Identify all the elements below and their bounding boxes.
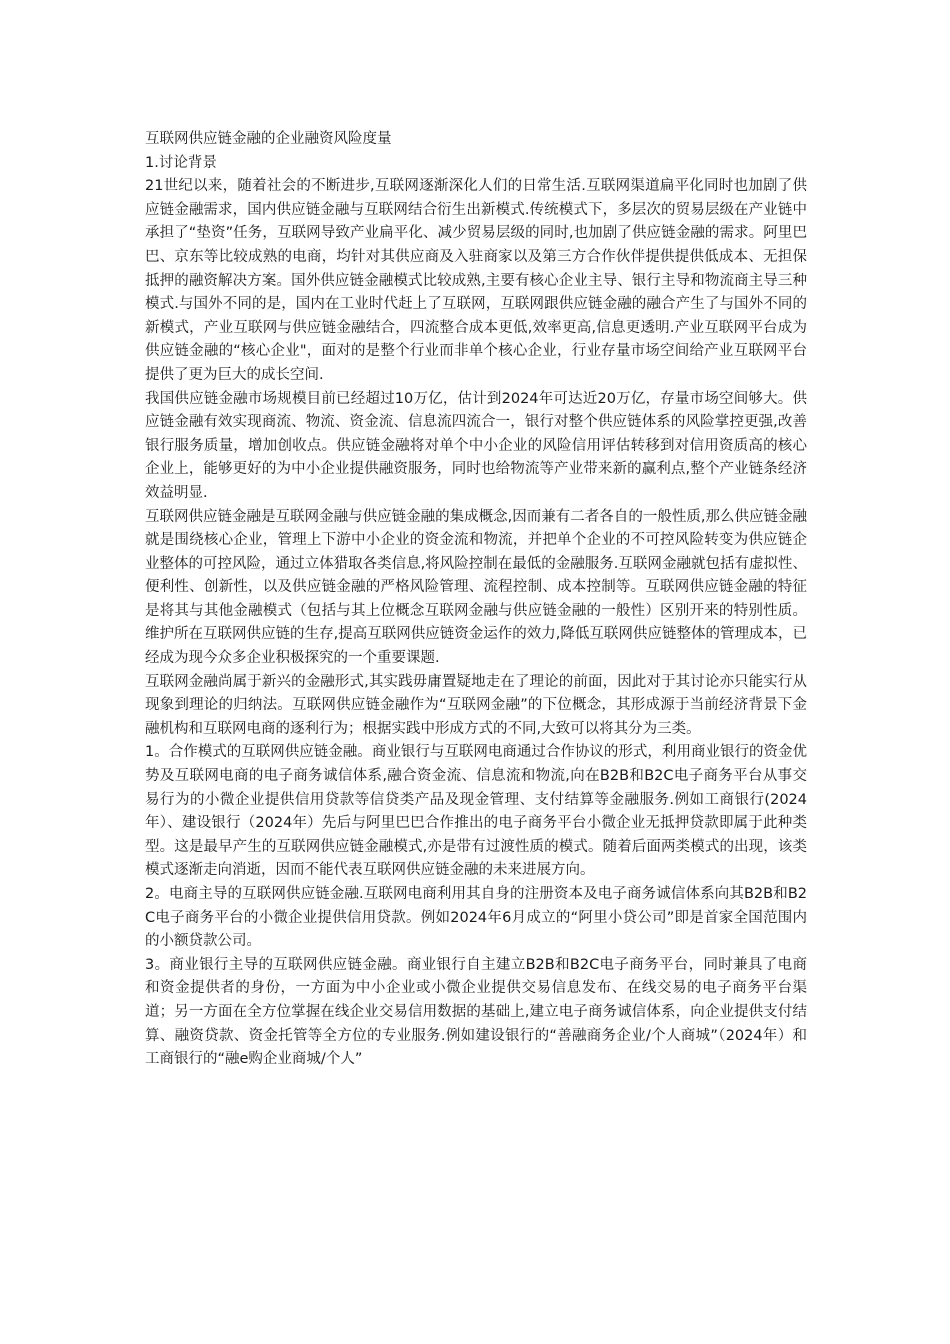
paragraph-7: 3。商业银行主导的互联网供应链金融。商业银行自主建立B2B和B2C电子商务平台，同时兼具了电商和资金提供者的身份，一方面为中小企业或小微企业提供交易信息发布、在线交易的电子商务平台渠道；另一方面在全方位掌握在线企业交易信用数据的基础上,建立电子商务诚信体系，向企业提供支付结算、融资贷款、资金托管等全方位的专业服务.例如建设银行的“善融商务企业/个人商城”（2024年）和工商银行的“融e购企业商城/个人” (145, 956, 807, 1068)
section-heading: 1.讨论背景 (145, 154, 217, 171)
paragraph-2: 我国供应链金融市场规模目前已经超过10万亿，估计到2024年可达近20万亿，存量市场空间够大。供应链金融有效实现商流、物流、资金流、信息流四流合一，银行对整个供应链体系的风险掌控更强,改善银行服务质量，增加创收点。供应链金融将对单个中小企业的风险信用评估转移到对信用资质高的核心企业上，能够更好的为中小企业提供融资服务，同时也给物流等产业带来新的赢利点,整个产业链条经济效益明显. (145, 390, 807, 501)
paragraph-6: 2。电商主导的互联网供应链金融.互联网电商利用其自身的注册资本及电子商务诚信体系向其B2B和B2C电子商务平台的小微企业提供信用贷款。例如2024年6月成立的“阿里小贷公司”即是首家全国范围内的小额贷款公司。 (145, 886, 807, 950)
paragraph-4: 互联网金融尚属于新兴的金融形式,其实践毋庸置疑地走在了理论的前面，因此对于其讨论亦只能实行从现象到理论的归纳法。互联网供应链金融作为“互联网金融”的下位概念，其形成源于当前经济背景下金融机构和互联网电商的逐利行为；根据实践中形成方式的不同,大致可以将其分为三类。 (145, 673, 807, 737)
document-title: 互联网供应链金融的企业融资风险度量 (145, 131, 392, 147)
document-page (145, 128, 807, 1072)
paragraph-3: 互联网供应链金融是互联网金融与供应链金融的集成概念,因而兼有二者各自的一般性质,那么供应链金融就是围绕核心企业，管理上下游中小企业的资金流和物流，并把单个企业的不可控风险转变为供应链企业整体的可控风险，通过立体猎取各类信息,将风险控制在最低的金融服务.互联网金融就包括有虚拟性、便利性、创新性，以及供应链金融的严格风险管理、流程控制、成本控制等。互联网供应链金融的特征是将其与其他金融模式（包括与其上位概念互联网金融与供应链金融的一般性）区别开来的特别性质。维护所在互联网供应链的生存,提高互联网供应链资金运作的效力,降低互联网供应链整体的管理成本，已经成为现今众多企业积极探究的一个重要课题. (145, 508, 807, 667)
paragraph-5: 1。合作模式的互联网供应链金融。商业银行与互联网电商通过合作协议的形式，利用商业银行的资金优势及互联网电商的电子商务诚信体系,融合资金流、信息流和物流,向在B2B和B2C电子商务平台从事交易行为的小微企业提供信用贷款等信贷类产品及现金管理、支付结算等金融服务.例如工商银行(2024年）、建设银行（2024年）先后与阿里巴巴合作推出的电子商务平台小微企业无抵押贷款即属于此种类型。这是最早产生的互联网供应链金融模式,亦是带有过渡性质的模式。随着后面两类模式的出现，该类模式逐渐走向消逝，因而不能代表互联网供应链金融的未来进展方向。 (145, 744, 807, 879)
paragraph-1: 21世纪以来，随着社会的不断进步,互联网逐渐深化人们的日常生活.互联网渠道扁平化同时也加剧了供应链金融需求，国内供应链金融与互联网结合衍生出新模式.传统模式下，多层次的贸易层级在产业链中承担了“垫资”任务，互联网导致产业扁平化、减少贸易层级的同时,也加剧了供应链金融的需求。阿里巴巴、京东等比较成熟的电商，均针对其供应商及入驻商家以及第三方合作伙伴提供提供低成本、无担保抵押的融资解决方案。国外供应链金融模式比较成熟,主要有核心企业主导、银行主导和物流商主导三种模式.与国外不同的是，国内在工业时代赶上了互联网，互联网跟供应链金融的融合产生了与国外不同的新模式，产业互联网与供应链金融结合，四流整合成本更低,效率更高,信息更透明.产业互联网平台成为供应链金融的“核心企业"，面对的是整个行业而非单个核心企业，行业存量市场空间给产业互联网平台提供了更为巨大的成长空间. (145, 178, 807, 383)
